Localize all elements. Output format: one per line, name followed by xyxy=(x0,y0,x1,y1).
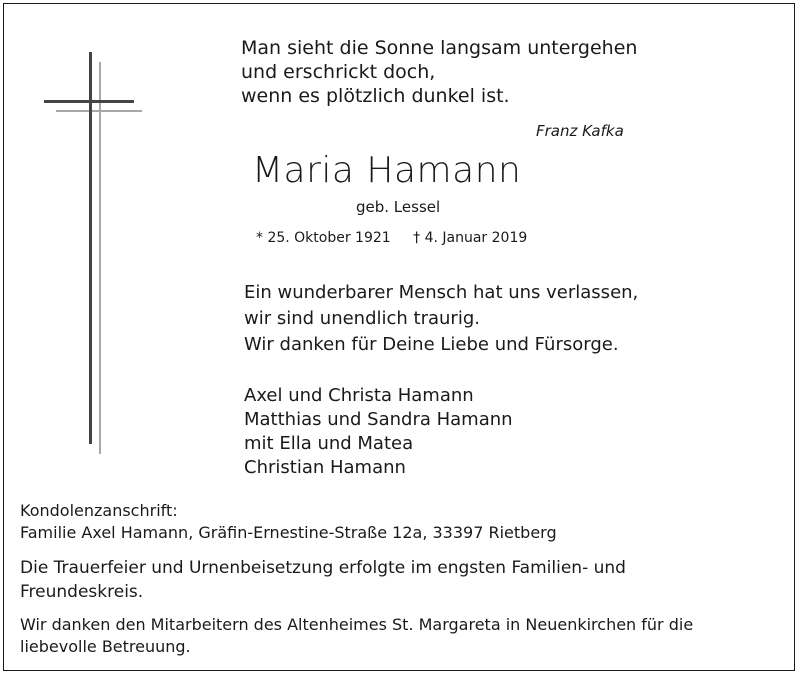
birth-name: geb. Lessel xyxy=(356,198,441,216)
quote-line: Man sieht die Sonne langsam untergehen xyxy=(241,37,638,59)
birth-date: * 25. Oktober 1921 xyxy=(256,230,391,246)
mourning-message xyxy=(244,280,638,358)
message-line: wir sind unendlich traurig. xyxy=(244,308,480,329)
quote-author: Franz Kafka xyxy=(536,122,624,140)
message-line: Wir danken für Deine Liebe und Fürsorge. xyxy=(244,334,619,355)
condolence-address xyxy=(20,500,557,544)
quote xyxy=(241,36,637,108)
thanks-note: Wir danken den Mitarbeitern des Altenheimes St. Margareta in Neuenkirchen für die liebevolle Betreuung. xyxy=(20,615,694,656)
quote-line: wenn es plötzlich dunkel ist. xyxy=(241,85,510,107)
condolence-label: Kondolenzanschrift: xyxy=(20,501,178,520)
cross-horizontal xyxy=(44,100,134,103)
cross-shadow-horizontal xyxy=(56,110,142,112)
death-date: † 4. Januar 2019 xyxy=(413,230,528,246)
family-line: Christian Hamann xyxy=(244,457,406,478)
family-line: Axel und Christa Hamann xyxy=(244,385,474,406)
obituary-notice xyxy=(3,3,795,671)
ceremony-note: Die Trauerfeier und Urnenbeisetzung erfolgte im engsten Familien- und Freundeskreis. xyxy=(20,558,626,602)
family-line: mit Ella und Matea xyxy=(244,433,414,454)
deceased-name: Maria Hamann xyxy=(252,150,522,191)
family-line: Matthias und Sandra Hamann xyxy=(244,409,513,430)
quote-line: und erschrickt doch, xyxy=(241,61,436,83)
life-dates xyxy=(256,230,527,246)
cross-icon xyxy=(44,52,144,452)
cross-shadow-vertical xyxy=(99,62,101,454)
family-signatures xyxy=(244,384,513,480)
message-line: Ein wunderbarer Mensch hat uns verlassen, xyxy=(244,282,639,303)
condolence-address-line: Familie Axel Hamann, Gräfin-Ernestine-Straße 12a, 33397 Rietberg xyxy=(20,523,557,542)
cross-vertical xyxy=(89,52,92,444)
